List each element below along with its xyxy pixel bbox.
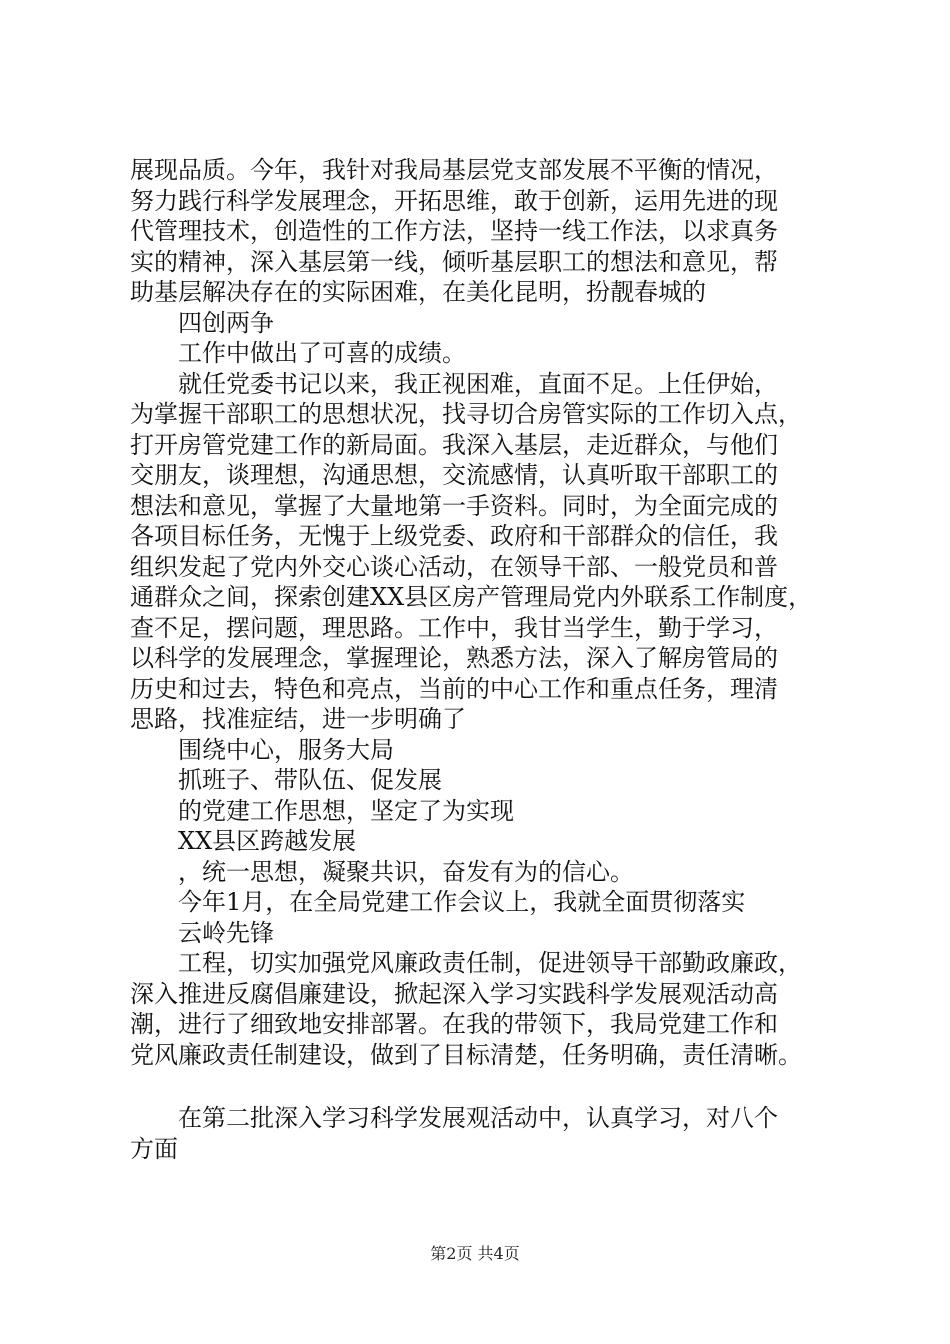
text-line: 代管理技术，创造性的工作方法，坚持一线工作法，以求真务 bbox=[130, 217, 778, 245]
text-line: 通群众之间，探索创建XX县区房产管理局党内外联系工作制度， bbox=[130, 583, 813, 611]
text-line: 围绕中心，服务大局 bbox=[178, 735, 394, 764]
text-line: 深入推进反腐倡廉建设，掀起深入学习实践科学发展观活动高 bbox=[130, 979, 778, 1008]
text-line: 历史和过去，特色和亮点，当前的中心工作和重点任务，理清 bbox=[130, 674, 778, 703]
text-line: 方面 bbox=[130, 1134, 178, 1163]
text-line: 打开房管党建工作的新局面。我深入基层，走近群众，与他们 bbox=[130, 430, 778, 459]
text-line: ，统一思想，凝聚共识，奋发有为的信心。 bbox=[178, 857, 634, 886]
text-line: 实的精神，深入基层第一线，倾听基层职工的想法和意见，帮 bbox=[130, 247, 778, 276]
text-line: 为掌握干部职工的思想状况，找寻切合房管实际的工作切入点， bbox=[130, 400, 802, 428]
text-line: 交朋友，谈理想，沟通思想，交流感情，认真听取干部职工的 bbox=[130, 461, 778, 489]
text-line: 云岭先锋 bbox=[178, 918, 274, 947]
text-line: 工作中做出了可喜的成绩。 bbox=[178, 339, 466, 367]
text-line: 组织发起了党内外交心谈心活动，在领导干部、一般党员和普 bbox=[130, 552, 778, 581]
text-line: 以科学的发展理念，掌握理论，熟悉方法，深入了解房管局的 bbox=[130, 644, 778, 672]
text-line: 在第二批深入学习科学发展观活动中，认真学习，对八个 bbox=[178, 1104, 778, 1132]
text-line: 抓班子、带队伍、促发展 bbox=[178, 766, 442, 794]
text-line: 助基层解决存在的实际困难，在美化昆明，扮靓春城的 bbox=[130, 278, 706, 306]
text-line: 思路，找准症结，进一步明确了 bbox=[130, 705, 466, 733]
text-line: 努力践行科学发展理念，开拓思维，敢于创新，运用先进的现 bbox=[130, 186, 778, 215]
text-line: 潮，进行了细致地安排部署。在我的带领下，我局党建工作和 bbox=[130, 1010, 778, 1038]
text-line: 今年1月，在全局党建工作会议上，我就全面贯彻落实 bbox=[178, 888, 746, 916]
text-line: 四创两争 bbox=[178, 308, 274, 337]
text-line: 就任党委书记以来，我正视困难，直面不足。上任伊始， bbox=[178, 369, 778, 398]
text-line: 展现品质。今年，我针对我局基层党支部发展不平衡的情况， bbox=[130, 156, 778, 184]
page-footer: 第2页 共4页 bbox=[430, 1244, 520, 1263]
text-line: 查不足，摆问题，理思路。工作中，我甘当学生，勤于学习， bbox=[130, 613, 778, 642]
text-line: 的党建工作思想，坚定了为实现 bbox=[178, 796, 514, 825]
body-text bbox=[130, 155, 830, 1164]
text-line: 工程，切实加强党风廉政责任制，促进领导干部勤政廉政， bbox=[178, 949, 802, 977]
text-line: 党风廉政责任制建设，做到了目标清楚，任务明确，责任清晰。 bbox=[130, 1040, 802, 1069]
paragraph-gap bbox=[130, 1070, 830, 1103]
text-line: 各项目标任务，无愧于上级党委、政府和干部群众的信任，我 bbox=[130, 522, 778, 550]
text-line: 想法和意见，掌握了大量地第一手资料。同时，为全面完成的 bbox=[130, 491, 778, 520]
text-line: XX县区跨越发展 bbox=[178, 827, 357, 855]
